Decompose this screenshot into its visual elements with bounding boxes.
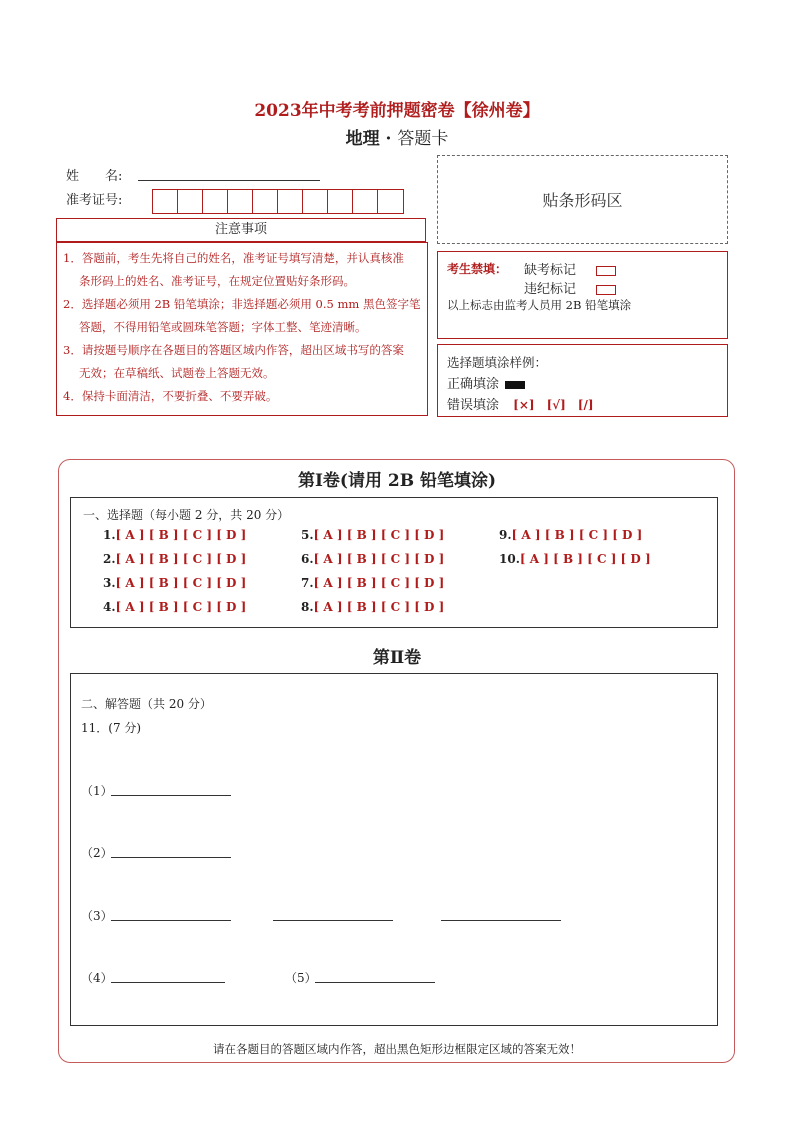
- sub3-answer-line-1[interactable]: [111, 920, 231, 921]
- name-field[interactable]: [138, 180, 320, 181]
- mcq-question-number: 1.: [103, 528, 116, 542]
- mcq-question-9[interactable]: [499, 528, 642, 542]
- fill-sample-box: [437, 344, 728, 417]
- notice-item-3-line1: 3．请按题号顺序在各题目的答题区域内作答，超出区域书写的答案: [63, 343, 404, 357]
- mcq-question-number: 9.: [499, 528, 512, 542]
- id-digit-box[interactable]: [253, 190, 278, 213]
- name-label: 姓 名:: [66, 169, 123, 184]
- sub5-answer-line[interactable]: [315, 982, 435, 983]
- mcq-option-bubbles[interactable]: [ A ] [ B ] [ C ] [ D ]: [313, 600, 445, 614]
- id-digit-box[interactable]: [278, 190, 303, 213]
- mcq-question-3[interactable]: [103, 576, 246, 590]
- absent-mark-box[interactable]: [596, 266, 616, 276]
- sub1-label: （1）: [81, 784, 113, 798]
- part2-title: 第Ⅱ卷: [372, 648, 422, 668]
- absent-mark-row: [524, 259, 616, 278]
- violation-mark-box[interactable]: [596, 285, 616, 295]
- mcq-question-number: 5.: [301, 528, 314, 542]
- q11-label: 11．(7 分): [81, 721, 142, 735]
- wrong-label: 错误填涂: [447, 398, 500, 413]
- mcq-question-number: 8.: [301, 600, 314, 614]
- mcq-question-6[interactable]: [301, 552, 444, 566]
- mcq-question-number: 4.: [103, 600, 116, 614]
- violation-mark-row: [524, 278, 616, 297]
- sub4-label: （4）: [81, 971, 113, 985]
- notice-item-4-line1: 4．保持卡面清洁，不要折叠、不要弄破。: [63, 389, 278, 403]
- mcq-option-bubbles[interactable]: [ A ] [ B ] [ C ] [ D ]: [115, 576, 247, 590]
- mcq-question-8[interactable]: [301, 600, 444, 614]
- forbid-label: 考生禁填：: [447, 262, 508, 276]
- mcq-option-bubbles[interactable]: [ A ] [ B ] [ C ] [ D ]: [313, 576, 445, 590]
- id-digit-box[interactable]: [328, 190, 353, 213]
- id-digit-box[interactable]: [303, 190, 328, 213]
- id-digit-box[interactable]: [228, 190, 253, 213]
- id-digit-box[interactable]: [153, 190, 178, 213]
- mcq-question-5[interactable]: [301, 528, 444, 542]
- part1-title: 第Ⅰ卷(请用 2B 铅笔填涂): [297, 471, 497, 491]
- barcode-area: [437, 155, 728, 244]
- mcq-question-number: 10.: [499, 552, 520, 566]
- mcq-question-7[interactable]: [301, 576, 444, 590]
- sub4-answer-line[interactable]: [111, 982, 225, 983]
- filled-mark-icon: [505, 381, 525, 389]
- barcode-label: 贴条形码区: [542, 191, 623, 210]
- id-digit-box[interactable]: [378, 190, 403, 213]
- notice-list: [56, 242, 428, 416]
- forbid-note: 以上标志由监考人员用 2B 铅笔填涂: [447, 298, 632, 312]
- notice-item-2-line1: 2．选择题必须用 2B 铅笔填涂；非选择题必须用 0.5 mm 黑色签字笔: [63, 297, 421, 311]
- mcq-option-bubbles[interactable]: [ A ] [ B ] [ C ] [ D ]: [313, 552, 445, 566]
- notice-item-3-line2: 无效；在草稿纸、试题卷上答题无效。: [79, 366, 275, 380]
- notice-heading: 注意事项: [56, 218, 426, 242]
- mcq-option-bubbles[interactable]: [ A ] [ B ] [ C ] [ D ]: [115, 528, 247, 542]
- mcq-option-bubbles[interactable]: [ A ] [ B ] [ C ] [ D ]: [519, 552, 651, 566]
- card-label: 答题卡: [397, 129, 449, 149]
- wrong-sample-row: [447, 394, 594, 413]
- sub3-answer-line-3[interactable]: [441, 920, 561, 921]
- id-digit-box[interactable]: [178, 190, 203, 213]
- violation-label: 违纪标记: [524, 282, 577, 297]
- mcq-question-2[interactable]: [103, 552, 246, 566]
- sub1-answer-line[interactable]: [111, 795, 231, 796]
- absent-label: 缺考标记: [524, 263, 577, 278]
- mcq-section-head: 一、选择题（每小题 2 分，共 20 分）: [83, 508, 290, 522]
- essay-section-head: 二、解答题（共 20 分）: [81, 697, 212, 711]
- sub2-label: （2）: [81, 846, 113, 860]
- mcq-question-number: 7.: [301, 576, 314, 590]
- exam-title: 2023年中考考前押题密卷【徐州卷】: [254, 101, 540, 121]
- id-label: 准考证号:: [66, 193, 123, 208]
- mcq-question-number: 3.: [103, 576, 116, 590]
- subject-name: 地理: [345, 129, 380, 149]
- mcq-question-1[interactable]: [103, 528, 246, 542]
- mcq-box: [70, 497, 718, 628]
- wrong-marks: [×] [√] [/]: [513, 398, 594, 412]
- id-number-boxes[interactable]: [152, 189, 404, 214]
- correct-sample-row: [447, 373, 525, 392]
- mcq-question-number: 2.: [103, 552, 116, 566]
- id-digit-box[interactable]: [353, 190, 378, 213]
- notice-item-1-line1: 1．答题前，考生先将自己的姓名，准考证号填写清楚，并认真核准: [63, 251, 404, 265]
- id-digit-box[interactable]: [203, 190, 228, 213]
- essay-box: [70, 673, 718, 1026]
- sub3-answer-line-2[interactable]: [273, 920, 393, 921]
- sub3-label: （3）: [81, 909, 113, 923]
- mcq-question-10[interactable]: [499, 552, 651, 566]
- title-dot: ·: [385, 129, 392, 149]
- mcq-option-bubbles[interactable]: [ A ] [ B ] [ C ] [ D ]: [313, 528, 445, 542]
- mcq-question-number: 6.: [301, 552, 314, 566]
- notice-item-2-line2: 答题，不得用铅笔或圆珠笔答题；字体工整、笔迹清晰。: [79, 320, 367, 334]
- correct-label: 正确填涂: [447, 377, 500, 392]
- subject-title: [0, 124, 794, 149]
- mcq-option-bubbles[interactable]: [ A ] [ B ] [ C ] [ D ]: [115, 552, 247, 566]
- sub5-label: （5）: [285, 971, 317, 985]
- footer-warning: 请在各题目的答题区域内作答，超出黑色矩形边框限定区域的答案无效！: [213, 1042, 581, 1056]
- mcq-option-bubbles[interactable]: [ A ] [ B ] [ C ] [ D ]: [511, 528, 643, 542]
- sub2-answer-line[interactable]: [111, 857, 231, 858]
- examiner-only-box: [437, 251, 728, 339]
- mcq-option-bubbles[interactable]: [ A ] [ B ] [ C ] [ D ]: [115, 600, 247, 614]
- mcq-question-4[interactable]: [103, 600, 246, 614]
- sample-title: 选择题填涂样例：: [447, 355, 548, 370]
- notice-item-1-line2: 条形码上的姓名、准考证号，在规定位置贴好条形码。: [79, 274, 355, 288]
